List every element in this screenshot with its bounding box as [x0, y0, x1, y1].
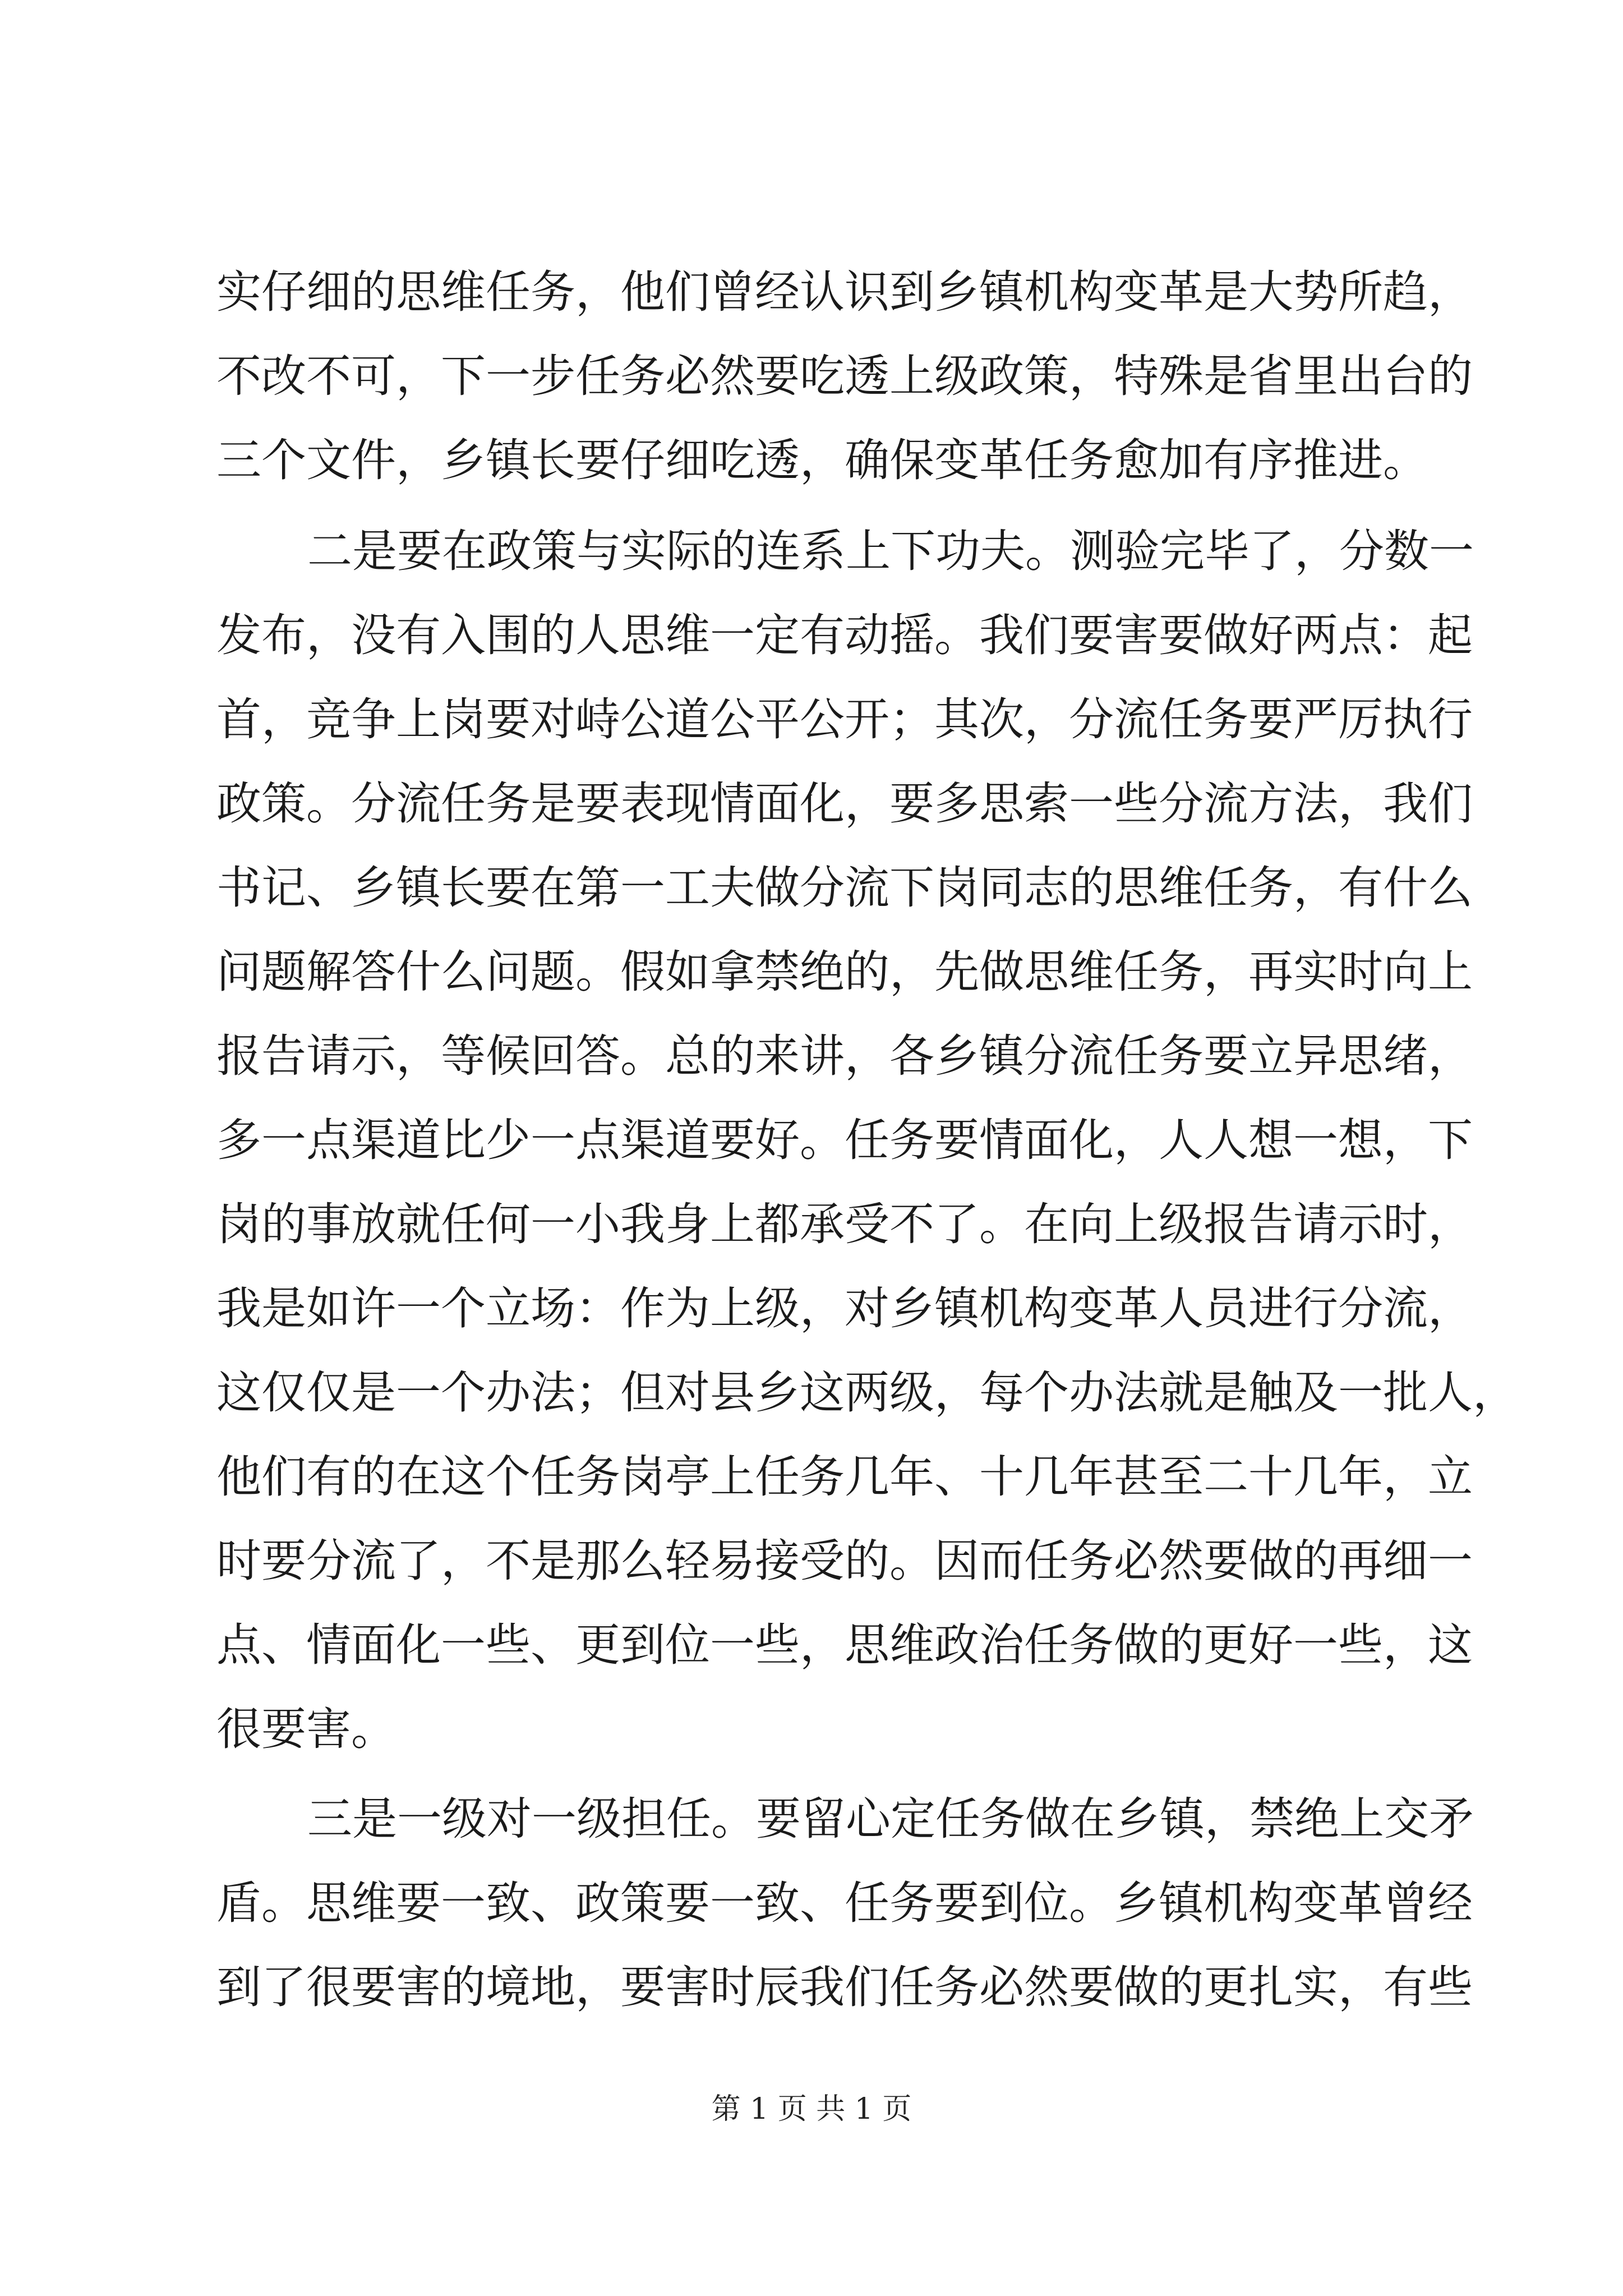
body-line: 我是如许一个立场：作为上级，对乡镇机构变革人员进行分流，	[216, 1282, 1473, 1335]
body-line: 实仔细的思维任务，他们曾经认识到乡镇机构变革是大势所趋，	[216, 266, 1473, 318]
body-line: 首，竞争上岗要对峙公道公平公开；其次，分流任务要严厉执行	[216, 693, 1473, 746]
body-line: 报告请示，等候回答。总的来讲，各乡镇分流任务要立异思绪，	[216, 1030, 1473, 1082]
body-line: 政策。分流任务是要表现情面化，要多思索一些分流方法，我们	[216, 777, 1473, 830]
body-line: 不改不可，下一步任务必然要吃透上级政策，特殊是省里出台的	[216, 350, 1473, 402]
page-number-footer: 第 1 页 共 1 页	[711, 2092, 912, 2126]
body-line: 岗的事放就任何一小我身上都承受不了。在向上级报告请示时，	[216, 1198, 1473, 1250]
body-line: 盾。思维要一致、政策要一致、任务要到位。乡镇机构变革曾经	[216, 1877, 1473, 1929]
body-line: 书记、乡镇长要在第一工夫做分流下岗同志的思维任务，有什么	[216, 862, 1473, 914]
body-line: 时要分流了，不是那么轻易接受的。因而任务必然要做的再细一	[216, 1535, 1473, 1587]
body-line: 点、情面化一些、更到位一些，思维政治任务做的更好一些，这	[216, 1619, 1473, 1671]
body-line: 发布，没有入围的人思维一定有动摇。我们要害要做好两点：起	[216, 609, 1473, 661]
body-line: 很要害。	[216, 1703, 396, 1755]
body-line: 问题解答什么问题。假如拿禁绝的，先做思维任务，再实时向上	[216, 946, 1473, 998]
body-line: 他们有的在这个任务岗亭上任务几年、十几年甚至二十几年，立	[216, 1451, 1473, 1503]
paragraph-first-line: 三是一级对一级担任。要留心定任务做在乡镇，禁绝上交矛	[307, 1793, 1474, 1845]
paragraph-first-line: 二是要在政策与实际的连系上下功夫。测验完毕了，分数一	[307, 525, 1474, 577]
body-line: 三个文件，乡镇长要仔细吃透，确保变革任务愈加有序推进。	[216, 434, 1428, 486]
body-line: 这仅仅是一个办法；但对县乡这两级，每个办法就是触及一批人，	[216, 1366, 1518, 1419]
body-line: 到了很要害的境地，要害时辰我们任务必然要做的更扎实，有些	[216, 1961, 1473, 2013]
body-line: 多一点渠道比少一点渠道要好。任务要情面化，人人想一想，下	[216, 1114, 1473, 1166]
